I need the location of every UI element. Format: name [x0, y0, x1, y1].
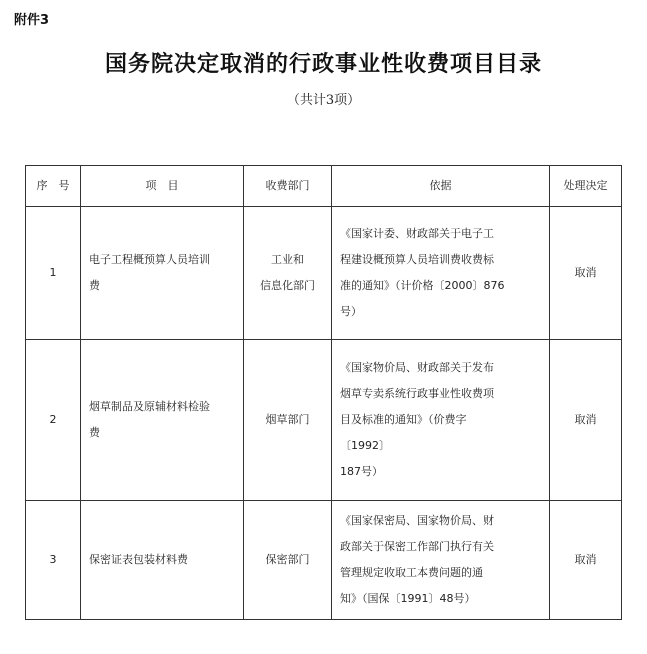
- department-line: 保密部门: [265, 553, 310, 566]
- header-number: 序 号: [26, 166, 81, 207]
- item-line: 费: [89, 426, 100, 439]
- row-basis: [332, 207, 550, 340]
- row-department: [244, 207, 332, 340]
- attachment-label: 附件3: [14, 13, 50, 28]
- row-decision: 取消: [550, 207, 622, 340]
- basis-line: 政部关于保密工作部门执行有关: [340, 540, 494, 553]
- row-decision: 取消: [550, 340, 622, 501]
- item-line: 保密证表包装材料费: [89, 553, 188, 566]
- basis-line: 烟草专卖系统行政事业性收费项: [340, 387, 494, 400]
- basis-line: 《国家计委、财政部关于电子工: [340, 227, 494, 240]
- basis-line: 号）: [340, 305, 362, 318]
- row-item: [81, 207, 244, 340]
- row-decision: 取消: [550, 501, 622, 620]
- department-line: 工业和: [271, 253, 304, 266]
- department-line: 信息化部门: [260, 279, 315, 292]
- page-title: 国务院决定取消的行政事业性收费项目目录: [104, 51, 542, 77]
- basis-line: 187号）: [340, 465, 383, 478]
- header-item: 项 目: [81, 166, 244, 207]
- basis-line: 程建设概预算人员培训费收费标: [340, 253, 494, 266]
- item-line: 电子工程概预算人员培训: [89, 253, 210, 266]
- item-line: 费: [89, 279, 100, 292]
- row-number: 1: [26, 207, 81, 340]
- basis-line: 〔1992〕: [340, 439, 390, 452]
- basis-line: 知》（国保〔1991〕48号）: [340, 592, 476, 605]
- page-subtitle: （共计3项）: [286, 93, 361, 108]
- row-department: [244, 340, 332, 501]
- basis-line: 《国家物价局、财政部关于发布: [340, 361, 494, 374]
- table-row: [26, 340, 622, 501]
- basis-line: 《国家保密局、国家物价局、财: [340, 514, 494, 527]
- fee-items-table: [25, 165, 622, 620]
- row-number: 3: [26, 501, 81, 620]
- table-header-row: [26, 166, 622, 207]
- basis-line: 准的通知》（计价格〔2000〕876: [340, 279, 505, 292]
- department-line: 烟草部门: [265, 413, 310, 426]
- header-basis: 依据: [332, 166, 550, 207]
- row-number: 2: [26, 340, 81, 501]
- basis-line: 目及标准的通知》（价费字: [340, 413, 467, 426]
- row-basis: [332, 501, 550, 620]
- row-basis: [332, 340, 550, 501]
- row-item: [81, 340, 244, 501]
- row-item: [81, 501, 244, 620]
- header-department: 收费部门: [244, 166, 332, 207]
- table-row: [26, 501, 622, 620]
- header-decision: 处理决定: [550, 166, 622, 207]
- item-line: 烟草制品及原辅材料检验: [89, 400, 210, 413]
- row-department: [244, 501, 332, 620]
- table-row: [26, 207, 622, 340]
- basis-line: 管理规定收取工本费问题的通: [340, 566, 483, 579]
